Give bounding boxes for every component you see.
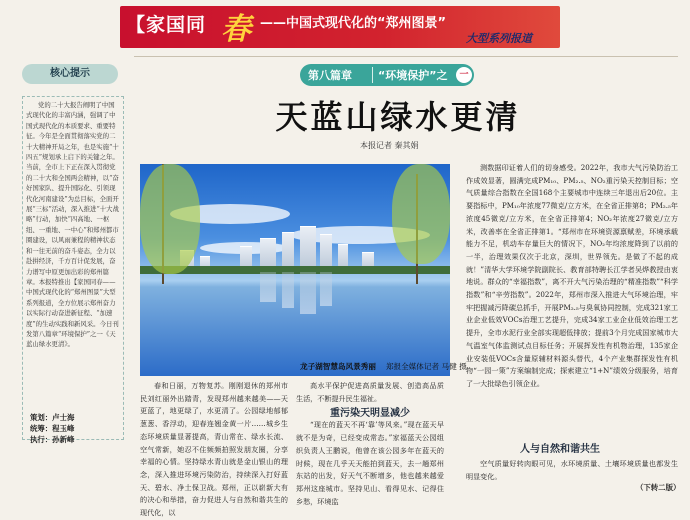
caption-text: 龙子湖智慧岛风景秀丽 bbox=[300, 362, 376, 371]
core-tips-body: 党的二十大报告阐明了中国式现代化的丰富内涵，强调了中国式现代化的本质要求、重要特征。今年是全面贯彻落实党的二十大精神开局之年，也是实施“十四五”规划承上启下的关键之年。当前，全市上下正在深入贯彻党的二十大和全国两会精神，以“奋好国家队、提升国际化、引领现代化河南建设”为总目标，全面开展“三标”活动，深入推进“十大战略”行动，加快“四高地、一枢纽、一重地、一中心”和郑州都市圈建设，以风雨兼程的精神状态和一往无前的奋斗姿态，全力以赴拼经济，千方百计促发展，奋力谱写中原更加出彩的郑州篇章。本报特推出【家国同春——中国式现代化的“郑州图景”大型系列报道，全方位展示郑州奋力以实际行动奋进新征程、“加速度”的生动实践和新风采。今日刊发第八篇章“环境保护”之一《天蓝山绿水更清》。 bbox=[22, 96, 124, 440]
article-paragraph: 高水平保护促进高质量发展、创造高品质生活，不断提升民生福祉。 bbox=[296, 381, 444, 403]
willow-leaves bbox=[392, 164, 450, 264]
series-banner bbox=[120, 6, 560, 48]
building-reflection bbox=[282, 272, 294, 308]
article-paragraph: 测数据印证着人们的切身感受。2022年，我市大气污染防治工作成效显著，圆满完成PM₁₀、PM₂.₅、NO₂重污染天控制目标；空气质量综合指数在全国168个主要城市中连续三年退出后20位。主要指标中，PM₁₀年浓度77微克/立方米，在全省正排第8；PM₂.₅年浓度45微克/立方米，在全省正排第4；NO₂年浓度27微克/立方米，改善率在全省正排第1。“郑州市在环境资源禀赋差，环境承载能力不足，机动车存量巨大的情况下，NO₂年均浓度降到了以前的一半，治理效果仅次于北京，深圳，世界领先。是做了不起的成就！”清华大学环境学院副院长、教育部特聘长江学者吴烨教授由衷地说。群众的“幸福指数”，离不开大气污染治理的“精准指数”“科学指数”和“辛劳指数”。2022年，郑州市深入推进大气环境治理，牢牢把握减污降碳总抓手，开展PM₂.₅与臭氧协同控制，完成321家工业企业低效VOCs治理工艺提升，完成34家工业企业低效治理工艺提升，全市水泥行业全部实现超低排放；提前3个月完成国家城市大气温室气体监测试点目标任务；开展挥发性有机物治理，135家企业安装低VOCs含量原辅材料源头替代，4个产业集群探发性有机物“一园一策”方案编制完成；探索建立“1+N”绩效分级服务，培育了一大批绿色引领企业。 bbox=[466, 163, 678, 388]
article-column-3 bbox=[466, 162, 678, 442]
article-paragraph: 春和日丽，万物复苏。刚刚退休的郑州市民刘红丽外出踏青，发现郑州越来越美——天更蓝了，地更绿了，水更清了。公园绿地郁郁葱葱、香浮动，迎春连翘金黄一片……城乡生态环境质量显著提高，青山常在、绿水长流、空气常新，她忍不住频频拍照发朋友圈，分享幸福的心情。坚持绿水青山就是金山银山的理念，深入推进环境污染防治，持续深入打好蓝天、碧水、净土保卫战。郑州，正以崭新大有的决心和举措，奋力促进人与自然和谐共生的现代化，以 bbox=[140, 381, 288, 518]
article-column-1 bbox=[140, 380, 288, 518]
banner-series: 大型系列报道 bbox=[466, 32, 532, 45]
credits bbox=[30, 412, 110, 445]
credit-planning: 策划：卢士海 bbox=[30, 413, 75, 422]
chapter-bar bbox=[300, 64, 474, 86]
chapter-number: 第八篇章 bbox=[308, 69, 352, 82]
caption-box bbox=[140, 354, 467, 376]
banner-title: 【家国同 bbox=[126, 14, 207, 36]
lake-skyline-photo bbox=[140, 164, 467, 376]
building-reflection bbox=[320, 272, 332, 306]
article-column-2 bbox=[296, 380, 444, 506]
chapter-part: 一 bbox=[456, 67, 472, 83]
article-paragraph: 空气质量好转肉眼可见，水环境质量、土壤环境质量也都发生明显变化。 bbox=[466, 459, 678, 481]
header-rule bbox=[134, 56, 678, 57]
credit-coordination: 统筹：程玉峰 bbox=[30, 424, 75, 433]
caption-credit: 郑报全媒体记者 马健 摄 bbox=[385, 362, 467, 371]
credit-execution: 执行：孙新峰 bbox=[30, 435, 75, 444]
article-paragraph: “现在的蓝天不再‘靠’等风来。”现在蓝天早就不是为奇，已经变成常态。”家福蓝天公园组织负责人王鹏说，他曾在该公园多年在蓝天的时候，现在几乎天天能拍到蓝天，去一趟郑州东站的出发，好天气不断增多，他也越来越爱郑州这座城市。坚持见山、看得见水、记得住乡愁，环境监 bbox=[296, 420, 444, 506]
building-reflection bbox=[260, 272, 276, 302]
article-column-3-bottom bbox=[466, 458, 678, 482]
byline: 本报记者 秦其娟 bbox=[360, 141, 419, 150]
banner-spring-char: 春 bbox=[221, 12, 251, 47]
banner-subtitle: ——中国式现代化的“郑州图景” bbox=[260, 16, 447, 31]
subheading-harmony: 人与自然和谐共生 bbox=[520, 444, 600, 455]
core-tips-tag: 核心提示 bbox=[22, 64, 118, 84]
willow-leaves bbox=[140, 164, 200, 274]
photo-caption bbox=[300, 361, 467, 372]
building-reflection bbox=[300, 272, 316, 314]
subheading-pollution: 重污染天明显减少 bbox=[330, 408, 410, 419]
chapter-name: “环境保护”之 bbox=[378, 69, 448, 82]
continued-note: （下转二版） bbox=[636, 483, 681, 492]
headline: 天蓝山绿水更清 bbox=[275, 98, 521, 136]
